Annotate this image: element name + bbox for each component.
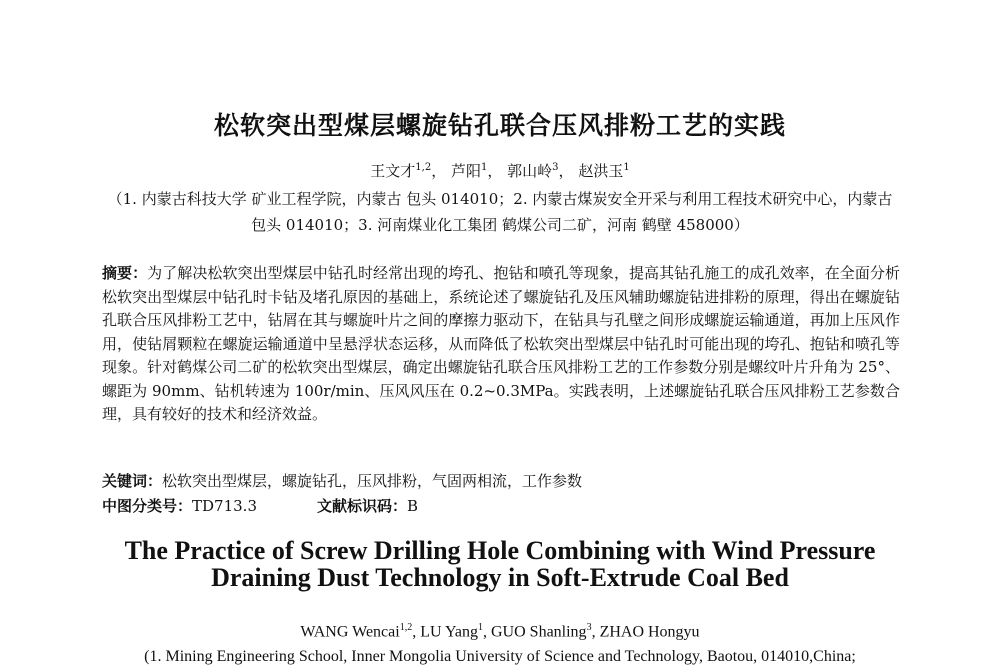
classification-line [102,495,900,516]
author-affiliation-mark: 1 [478,622,483,633]
chinese-author-list: 王文才$^{1,2}$， 芦阳$^1$， 郭山岭$^3$， 赵洪玉$^1$ [370,162,630,180]
author-name: 赵洪玉 [578,162,624,180]
author-affiliation-mark: 3 [586,622,592,633]
author-name: WANG Wencai [300,623,400,641]
doc-code-label: 文献标识码： [317,497,408,515]
chinese-title: 松软突出型煤层螺旋钻孔联合压风排粉工艺的实践 [213,111,786,140]
author-name: LU Yang [420,623,478,641]
author-name: 郭山岭 [507,162,553,180]
abstract-text: 为了解决松软突出型煤层中钻孔时经常出现的垮孔、抱钻和喷孔等现象，提高其钻孔施工的成孔效率，在全面分析松软突出型煤层中钻孔时卡钻及堵孔原因的基础上，系统论述了螺旋钻孔及压风辅助螺旋钻进排粉的原理，得出在螺旋钻孔联合压风排粉工艺中，钻屑在其与螺旋叶片之间的摩擦力驱动下，在钻具与孔壁之间形成螺旋运输通道，再加上压风作用，使钻屑颗粒在螺旋运输通道中呈悬浮状态运移，从而降低了松软突出型煤层中钻孔时可能出现的垮孔、抱钻和喷孔等现象。针对鹤煤公司二矿的松软突出型煤层，确定出螺旋钻孔联合压风排粉工艺的工作参数分别是螺纹叶片升角为 25°、螺距为 90mm、钻机转速为 100r/min、压风风压在 0.2~0.3MPa。实践表明，上述螺旋钻孔联合压风排粉工艺参数合理，具有较好的技术和经济效益。 [102,264,900,423]
english-title [0,537,1000,591]
keywords-text: 松软突出型煤层，螺旋钻孔，压风排粉，气固两相流，工作参数 [162,472,583,490]
chinese-keywords [102,470,900,491]
english-title-line: The Practice of Screw Drilling Hole Combining with Wind Pressure [124,536,876,565]
author-affiliation-mark: 3 [552,162,559,173]
clc-value: TD713.3 [192,497,257,515]
author-affiliation-mark: 1,2 [399,622,413,633]
author-affiliation-mark: 1 [623,162,630,173]
abstract-label: 摘要： [102,264,148,282]
author-affiliation-mark: 1 [481,162,488,173]
doc-code-value: B [407,497,419,515]
author-name: ZHAO Hongyu [599,623,700,641]
clc-label: 中图分类号： [102,497,193,515]
english-title-line: Draining Dust Technology in Soft-Extrude Coal Bed [211,563,789,592]
author-name: 王文才 [370,162,416,180]
author-name: GUO Shanling [491,623,587,641]
author-name: 芦阳 [450,162,481,180]
english-author-list: WANG Wencai$^{1,2}$, LU Yang$^1$, GUO Shanling$^3$, ZHAO Hongyu [300,622,700,641]
author-affiliation-mark: 1,2 [415,162,432,173]
keywords-label: 关键词： [102,472,163,490]
chinese-affiliations: （1. 内蒙古科技大学 矿业工程学院，内蒙古 包头 014010；2. 内蒙古煤炭安全开采与利用工程技术研究中心，内蒙古 包头 014010；3. 河南煤业化工集团 鹤煤公司二矿，河南 鹤壁 458000） [107,190,893,234]
english-affiliations: (1. Mining Engineering School, Inner Mongolia University of Science and Technology, Baotou, 014010,China; [144,648,856,665]
chinese-abstract [102,262,900,427]
